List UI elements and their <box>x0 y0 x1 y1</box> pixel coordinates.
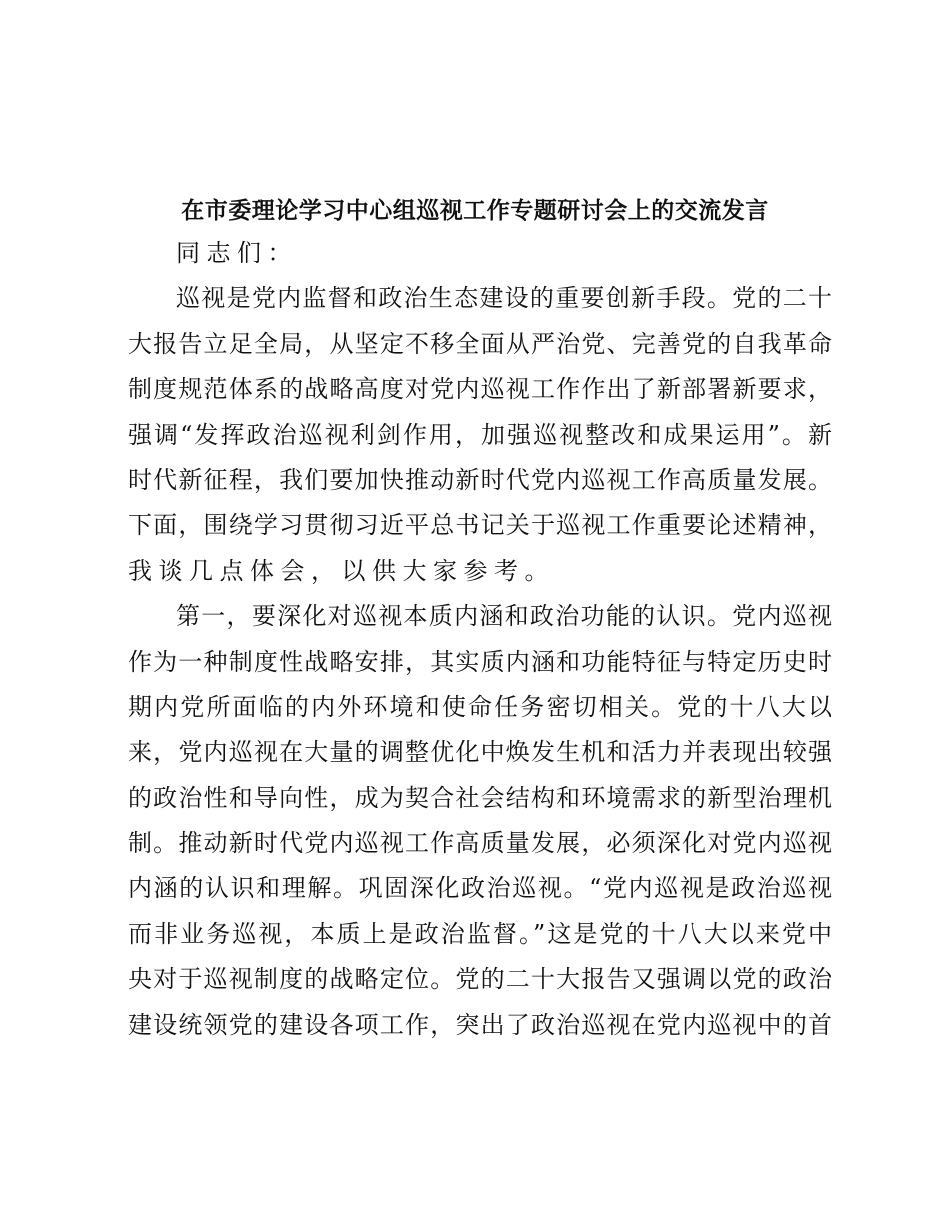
document-body <box>128 231 832 1048</box>
paragraph-2-line: 而非业务巡视，本质上是政治监督。”这是党的十八大以来党中 <box>128 919 832 948</box>
paragraph-2-line: 建设统领党的建设各项工作，突出了政治巡视在党内巡视中的首 <box>128 1010 832 1039</box>
paragraph-2-line: 第一，要深化对巡视本质内涵和政治功能的认识。党内巡视 <box>176 602 832 631</box>
paragraph-1-line: 大报告立足全局，从坚定不移全面从严治党、完善党的自我革命 <box>128 329 832 358</box>
paragraph-2-line: 内涵的认识和理解。巩固深化政治巡视。“党内巡视是政治巡视 <box>128 874 832 903</box>
paragraphs <box>128 276 832 1048</box>
paragraph-1-line: 强调“发挥政治巡视利剑作用，加强巡视整改和成果运用”。新 <box>128 420 832 449</box>
paragraph-2-line: 作为一种制度性战略安排，其实质内涵和功能特征与特定历史时 <box>128 647 832 676</box>
paragraph-1-line: 巡视是党内监督和政治生态建设的重要创新手段。党的二十 <box>176 284 832 313</box>
paragraph-1-line: 我谈几点体会，以供大家参考。 <box>128 556 555 585</box>
paragraph-1-line: 时代新征程，我们要加快推动新时代党内巡视工作高质量发展。 <box>128 465 832 494</box>
document-title: 在市委理论学习中心组巡视工作专题研讨会上的交流发言 <box>181 197 769 224</box>
paragraph-2-line: 制。推动新时代党内巡视工作高质量发展，必须深化对党内巡视 <box>128 829 832 858</box>
paragraph-2-line: 的政治性和导向性，成为契合社会结构和环境需求的新型治理机 <box>128 783 832 812</box>
paragraph-2-line: 央对于巡视制度的战略定位。党的二十大报告又强调以党的政治 <box>128 965 832 994</box>
paragraph-1-line: 制度规范体系的战略高度对党内巡视工作作出了新部署新要求， <box>128 375 832 404</box>
salutation: 同志们： <box>176 239 298 267</box>
paragraph-1-line: 下面，围绕学习贯彻习近平总书记关于巡视工作重要论述精神， <box>128 511 832 540</box>
paragraph-2-line: 来，党内巡视在大量的调整优化中焕发生机和活力并表现出较强 <box>128 738 832 767</box>
paragraph-2-line: 期内党所面临的内外环境和使命任务密切相关。党的十八大以 <box>128 692 832 721</box>
